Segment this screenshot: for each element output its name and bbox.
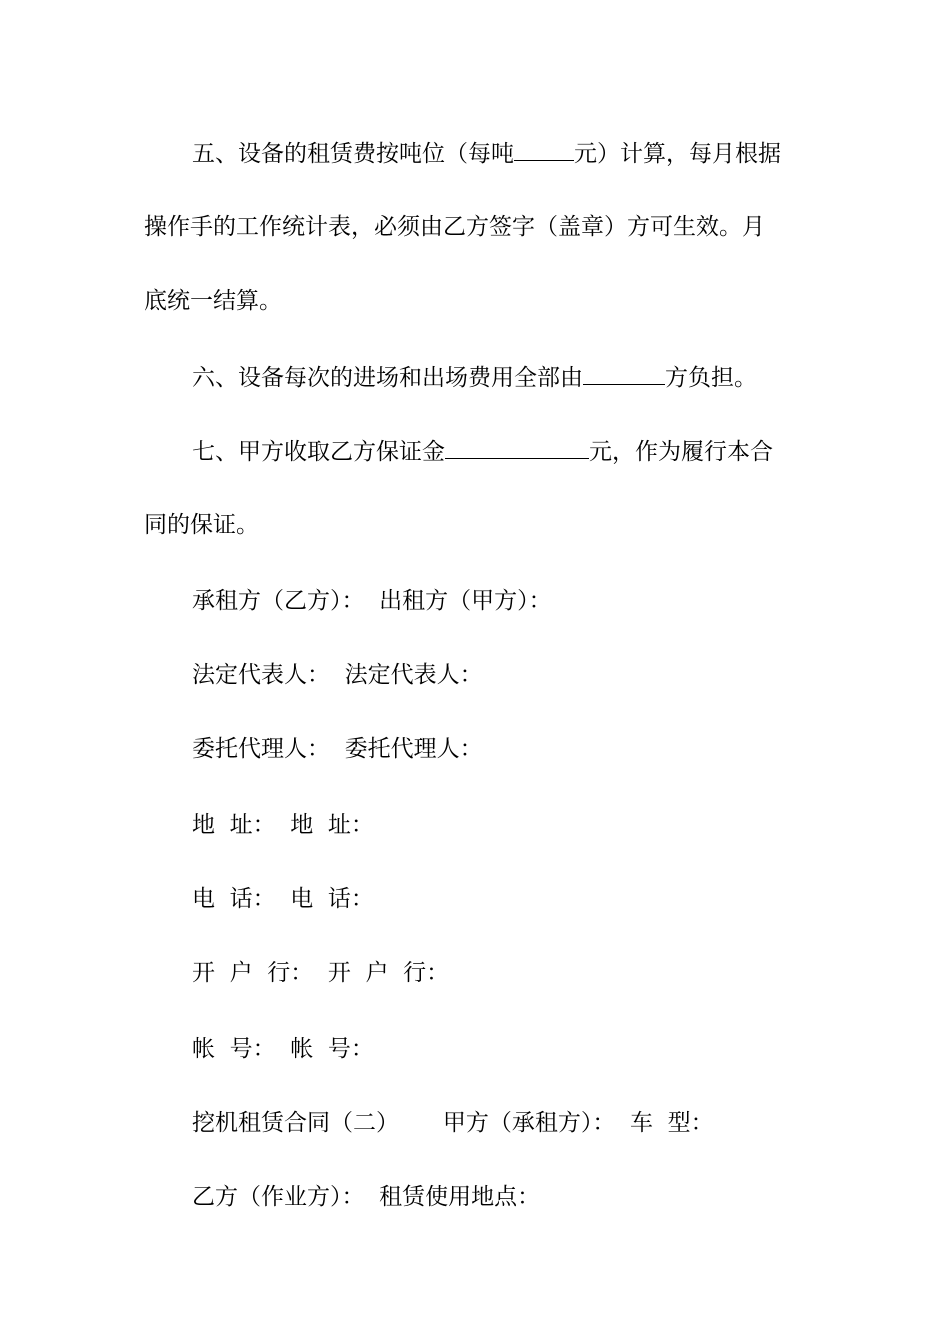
signature-account: 帐 号： 帐 号： xyxy=(192,1036,374,1062)
clause-6-text-a: 六、设备每次的进场和出场费用全部由 xyxy=(192,365,583,391)
contract-2-party-b: 乙方（作业方）： 租赁使用地点： xyxy=(192,1184,541,1210)
deposit-amount-blank xyxy=(445,436,589,459)
clause-7-text-b: 元，作为履行本合 xyxy=(589,439,773,465)
clause-5-text-a: 五、设备的租赁费按吨位（每吨 xyxy=(192,141,514,167)
clause-6-text-b: 方负担。 xyxy=(665,365,757,391)
signature-parties: 承租方（乙方）： 出租方（甲方）： xyxy=(192,588,552,614)
signature-legal-rep: 法定代表人： 法定代表人： xyxy=(192,662,483,688)
price-per-ton-blank xyxy=(514,138,574,161)
clause-7-text-a: 七、甲方收取乙方保证金 xyxy=(192,439,445,465)
clause-7-line-1 xyxy=(192,436,773,467)
contract-2-heading: 挖机租赁合同（二） 甲方（承租方）： 车 型： xyxy=(192,1110,714,1136)
clause-6-line xyxy=(192,362,757,393)
signature-phone: 电 话： 电 话： xyxy=(192,886,374,912)
clause-5-line-1 xyxy=(192,138,781,169)
clause-5-text-b: 元）计算，每月根据 xyxy=(574,141,781,167)
clause-7-line-2: 同的保证。 xyxy=(144,512,259,538)
clause-5-line-2: 操作手的工作统计表，必须由乙方签字（盖章）方可生效。月 xyxy=(144,214,765,240)
signature-agent: 委托代理人： 委托代理人： xyxy=(192,736,483,762)
responsible-party-blank xyxy=(583,362,665,385)
signature-bank: 开 户 行： 开 户 行： xyxy=(192,960,450,986)
signature-address: 地 址： 地 址： xyxy=(192,812,374,838)
clause-5-line-3: 底统一结算。 xyxy=(144,288,282,314)
